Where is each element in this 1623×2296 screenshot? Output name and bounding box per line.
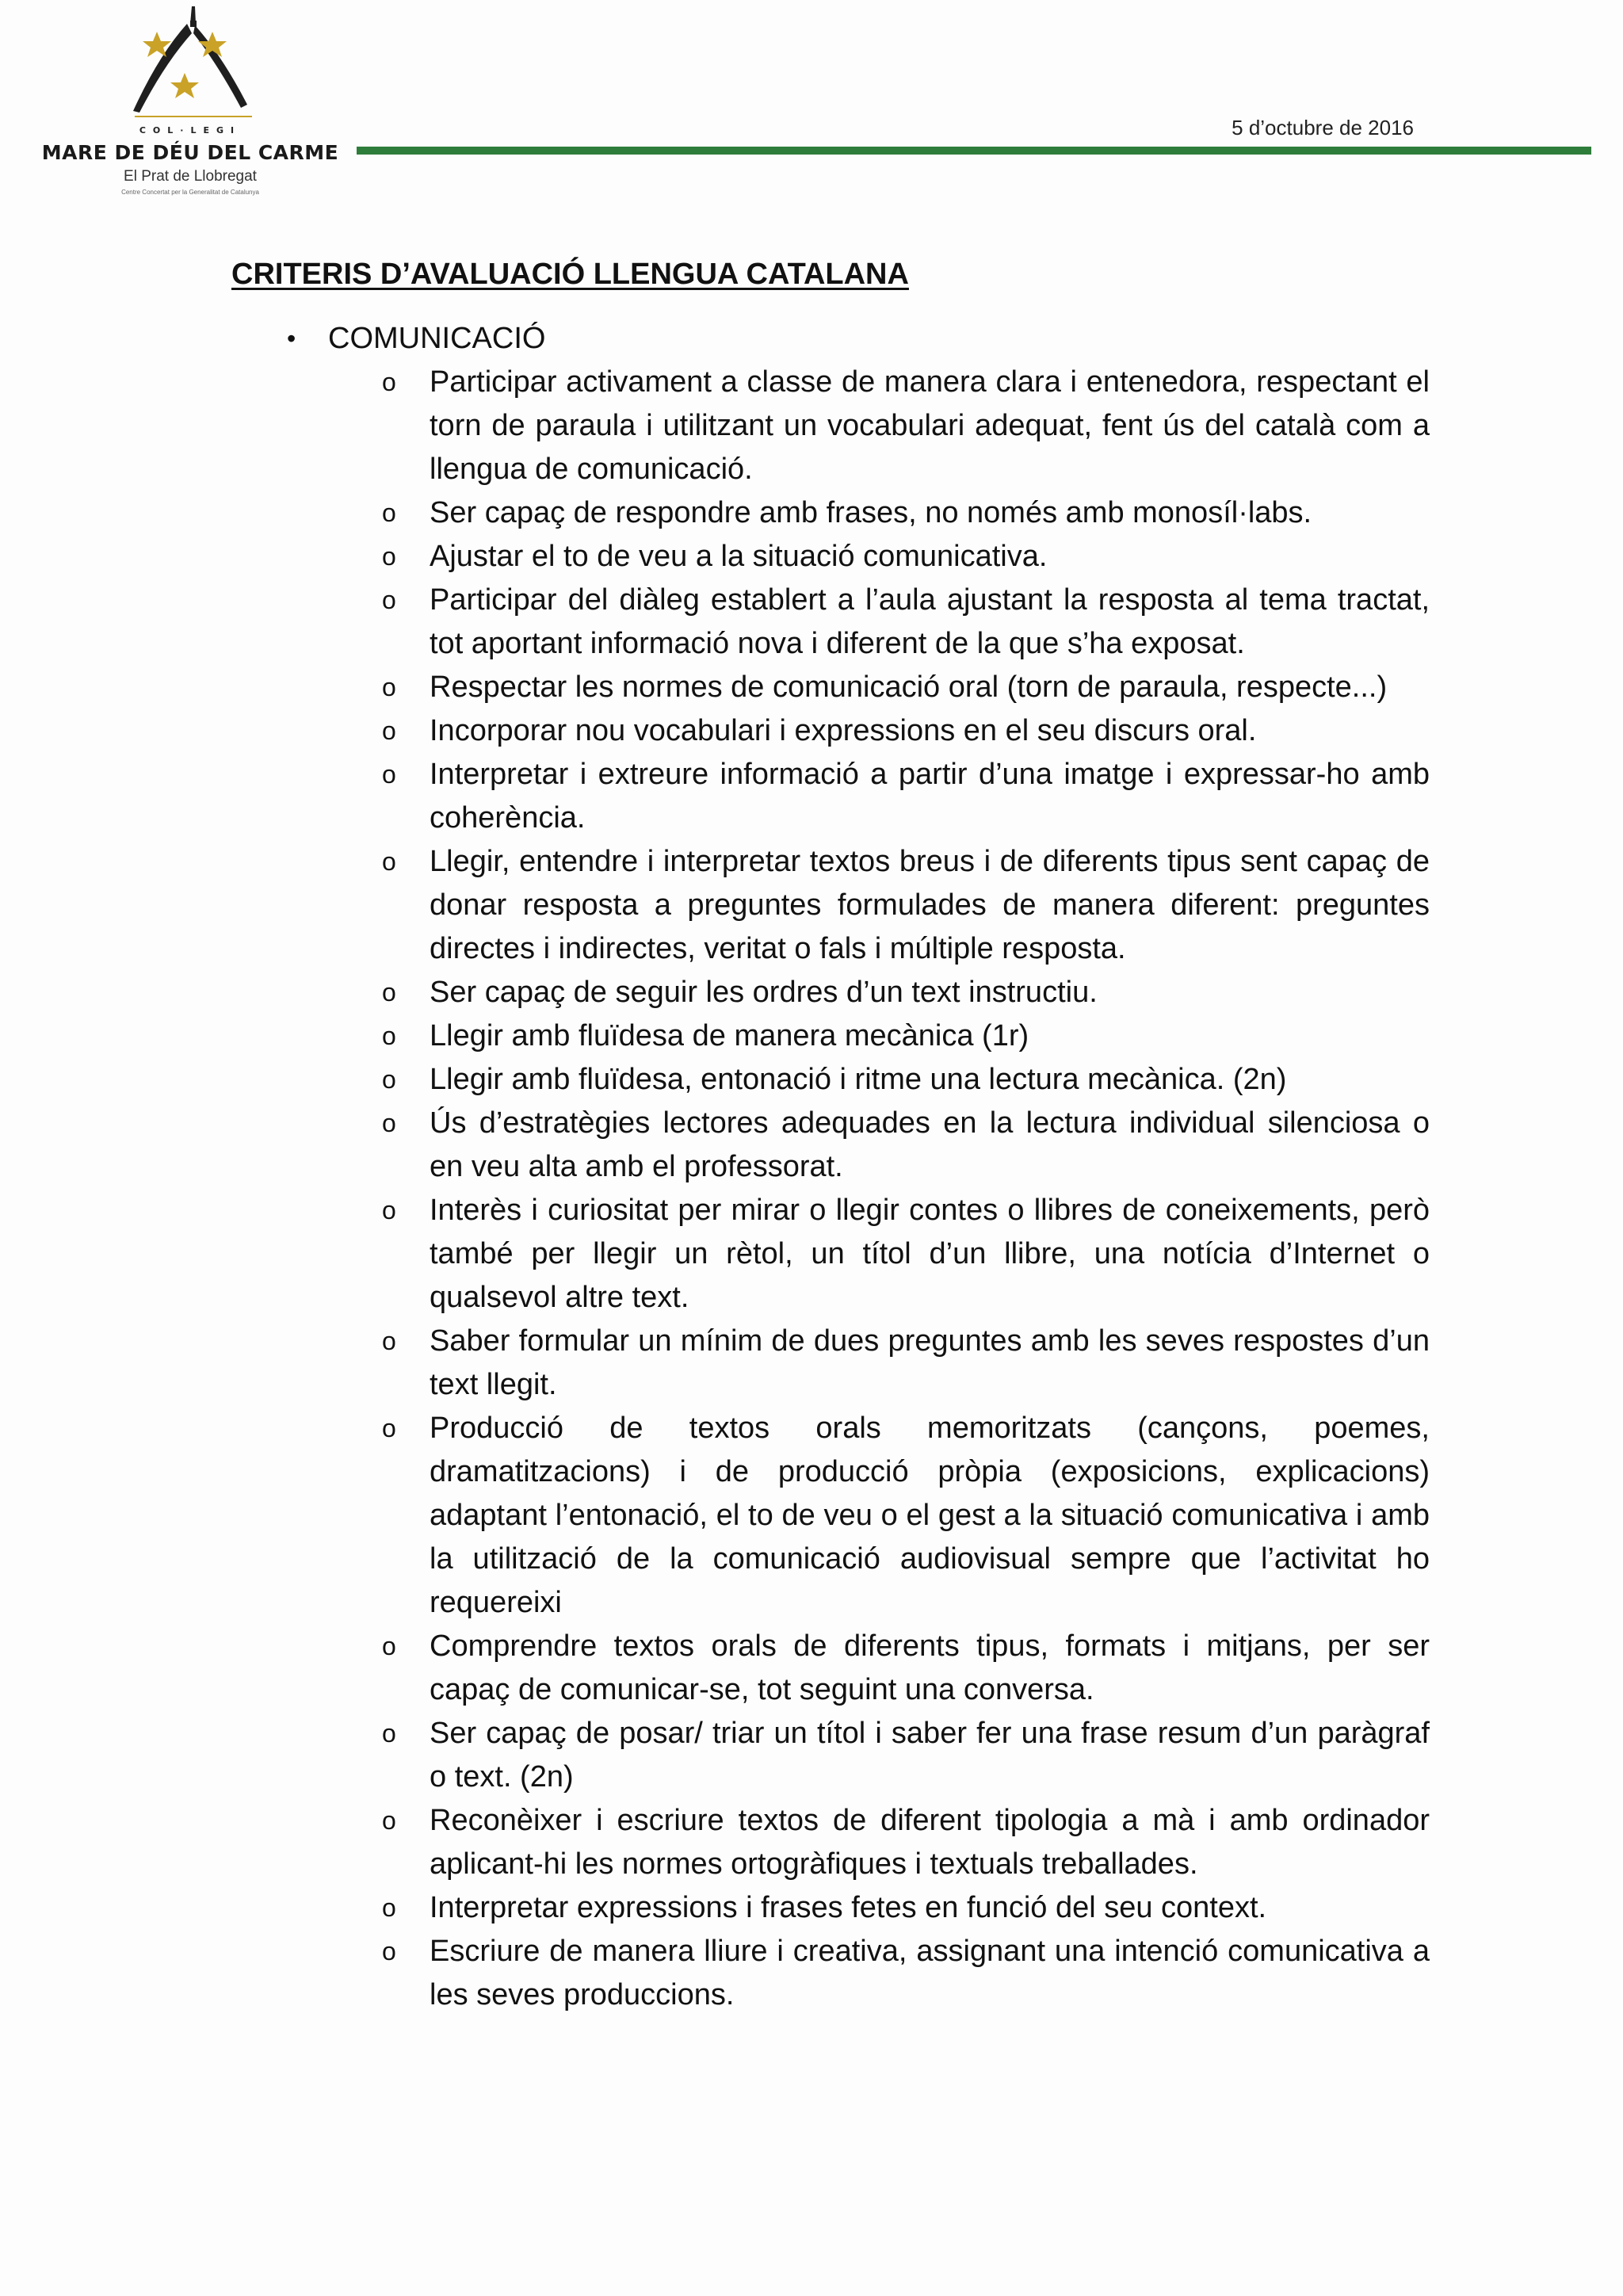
criteria-item [382,1625,1430,1712]
criteria-item [382,840,1430,971]
list-marker-icon: o [382,978,396,1007]
page-header [0,0,1623,206]
criteria-text: Interpretar expressions i frases fetes en funció del seu context. [430,1891,1267,1924]
criteria-text: Participar del diàleg establert a l’aula ajustant la resposta al tema tractat, tot aportant informació nova i diferent de la que s’ha exposat. [430,583,1430,660]
section-label: COMUNICACIÓ [328,322,546,355]
list-marker-icon: o [382,1109,396,1137]
list-marker-icon: o [382,760,396,789]
criteria-text: Respectar les normes de comunicació oral (torn de paraula, respecte...) [430,670,1388,704]
criteria-text: Escriure de manera lliure i creativa, assignant una intenció comunicativa a les seves produccions. [430,1935,1430,2011]
criteria-item [382,1886,1430,1930]
list-marker-icon: o [382,542,396,571]
criteria-text: Llegir amb fluïdesa, entonació i ritme una lectura mecànica. (2n) [430,1063,1287,1096]
logo-emblem-icon [40,0,341,139]
criteria-text: Ser capaç de respondre amb frases, no només amb monosíl·labs. [430,496,1312,529]
criteria-item [382,1930,1430,2017]
criteria-text: Incorporar nou vocabulari i expressions en el seu discurs oral. [430,714,1257,747]
criteria-item [382,971,1430,1014]
criteria-text: Reconèixer i escriure textos de diferent tipologia a mà i amb ordinador aplicant-hi les normes ortogràfiques i textuals treballades. [430,1804,1430,1881]
list-marker-icon: o [382,1893,396,1922]
list-marker-icon: o [382,1196,396,1224]
criteria-text: Saber formular un mínim de dues preguntes amb les seves respostes d’un text llegit. [430,1324,1430,1401]
list-marker-icon: o [382,716,396,745]
list-marker-icon: o [382,673,396,701]
criteria-text: Ser capaç de posar/ triar un títol i saber fer una frase resum d’un paràgraf o text. (2n) [430,1717,1430,1794]
criteria-item [382,753,1430,840]
document-body [231,258,1436,2017]
list-marker-icon: o [382,847,396,876]
criteria-text: Ús d’estratègies lectores adequades en la lectura individual silenciosa o en veu alta amb el professorat. [430,1106,1430,1183]
list-marker-icon: o [382,368,396,396]
criteria-text: Interpretar i extreure informació a partir d’una imatge i expressar-ho amb coherència. [430,758,1430,835]
list-marker-icon: o [382,1327,396,1355]
criteria-item [382,535,1430,579]
criteria-list [231,361,1430,2017]
logo-school-name: MARE DE DÉU DEL CARME [41,141,339,164]
criteria-item [382,1407,1430,1625]
list-marker-icon: o [382,1632,396,1660]
list-marker-icon: o [382,586,396,614]
criteria-item [382,1014,1430,1058]
list-marker-icon: o [382,499,396,527]
criteria-item [382,1102,1430,1189]
criteria-item [382,579,1430,666]
section-heading [231,317,1436,361]
list-marker-icon: o [382,1065,396,1094]
criteria-item [382,1712,1430,1799]
criteria-text: Comprendre textos orals de diferents tipus, formats i mitjans, per ser capaç de comunicar-se, tot seguint una conversa. [430,1629,1430,1706]
criteria-item [382,1189,1430,1320]
criteria-item [382,1799,1430,1886]
criteria-text: Producció de textos orals memoritzats (cançons, poemes, dramatitzacions) i de producció pròpia (exposicions, explicacions) adaptant l’entonació, el to de veu o el gest a la situació comunicativa i amb la utilització de la comunicació audiovisual sempre que l’activitat ho requereixi [430,1412,1430,1619]
criteria-text: Llegir amb fluïdesa de manera mecànica (1r) [430,1019,1029,1052]
criteria-item [382,709,1430,753]
list-marker-icon: o [382,1937,396,1966]
criteria-text: Ser capaç de seguir les ordres d’un text instructiu. [430,976,1098,1009]
criteria-text: Interès i curiositat per mirar o llegir contes o llibres de coneixements, però també per llegir un rètol, un títol d’un llibre, una notícia d’Internet o qualsevol altre text. [430,1194,1430,1314]
criteria-text: Llegir, entendre i interpretar textos breus i de diferents tipus sent capaç de donar resposta a preguntes formulades de manera diferent: preguntes directes i indirectes, veritat o fals i múltiple resposta. [430,845,1430,965]
logo-subtitle: Centre Concertat per la Generalitat de Catalunya [121,189,259,196]
criteria-item [382,491,1430,535]
list-marker-icon: o [382,1806,396,1835]
list-marker-icon: o [382,1022,396,1050]
logo-college-label: COL·LEGI [139,125,242,136]
section-bullet-icon: • [287,324,296,353]
document-title: CRITERIS D’AVALUACIÓ LLENGUA CATALANA [231,258,909,291]
criteria-text: Ajustar el to de veu a la situació comunicativa. [430,540,1048,573]
list-marker-icon: o [382,1719,396,1748]
criteria-item [382,361,1430,491]
header-divider [357,147,1591,155]
criteria-item [382,1320,1430,1407]
criteria-text: Participar activament a classe de manera clara i entenedora, respectant el torn de paraula i utilitzant un vocabulari adequat, fent ús del català com a llengua de comunicació. [430,365,1430,486]
school-logo [40,0,341,204]
list-marker-icon: o [382,1414,396,1442]
document-date: 5 d’octubre de 2016 [1232,116,1414,139]
criteria-item [382,666,1430,709]
logo-town: El Prat de Llobregat [124,168,257,185]
criteria-item [382,1058,1430,1102]
